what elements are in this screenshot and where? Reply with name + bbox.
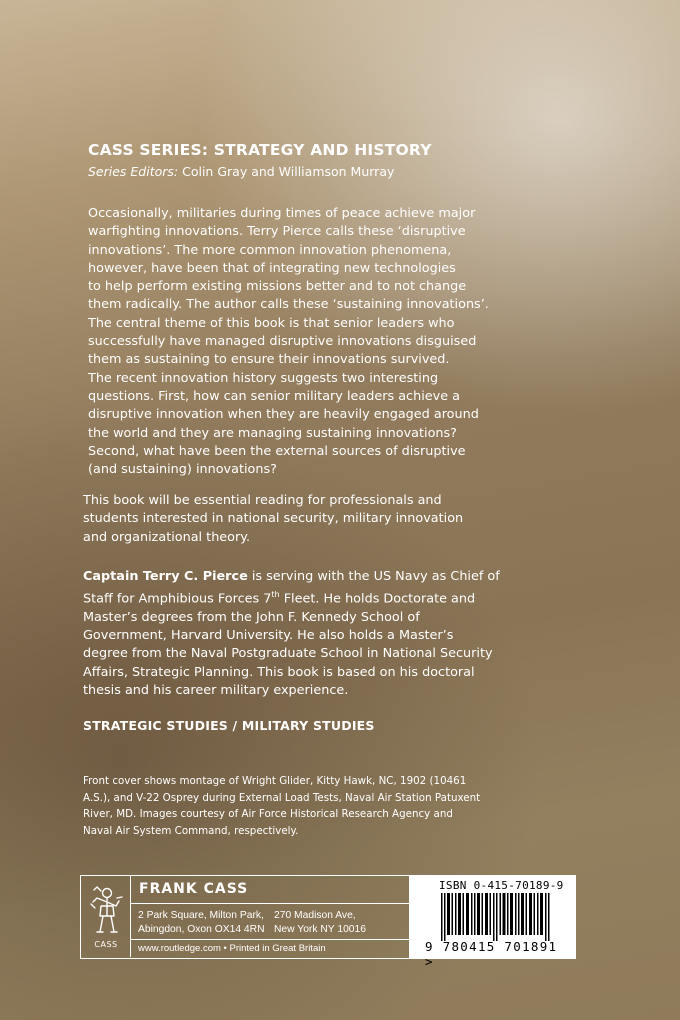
author-bio-text: Fleet. He holds Doctorate and xyxy=(279,591,476,607)
author-bio-text: is serving with the US Navy as Chief of xyxy=(247,569,500,584)
divider xyxy=(131,939,409,940)
blurb-line: The central theme of this book is that senior leaders who xyxy=(88,315,455,331)
publisher-name: FRANK CASS xyxy=(139,881,249,897)
author-bio-line: Government, Harvard University. He also holds a Master’s xyxy=(83,628,454,644)
cover-note-line: River, MD. Images courtesy of Air Force Historical Research Agency and xyxy=(83,808,453,820)
cover-note-line: Front cover shows montage of Wright Glider, Kitty Hawk, NC, 1902 (10461 xyxy=(83,775,467,787)
author-bio-line xyxy=(83,568,503,586)
author-bio-line xyxy=(83,586,503,609)
blurb-line: The recent innovation history suggests two interesting xyxy=(88,370,439,386)
publisher-footer xyxy=(138,943,326,954)
address-line: 270 Madison Ave, xyxy=(274,910,356,921)
publisher-box xyxy=(80,875,410,959)
printed-in: Printed in Great Britain xyxy=(229,943,326,954)
series-editors xyxy=(88,164,394,179)
publisher-address-uk xyxy=(138,909,265,936)
audience-line: This book will be essential reading for professionals and xyxy=(83,493,442,508)
blurb-line: Second, what have been the external sources of disruptive xyxy=(88,443,466,459)
audience-paragraph xyxy=(83,492,473,547)
isbn-barcode-box xyxy=(410,875,576,969)
cass-figure-icon xyxy=(87,884,125,940)
ordinal-suffix: th xyxy=(271,590,280,600)
address-line: Abingdon, Oxon OX14 4RN xyxy=(138,923,265,935)
blurb-line: them radically. The author calls these ‘sustaining innovations’. xyxy=(88,297,489,313)
blurb-line: them as sustaining to ensure their innovations survived. xyxy=(88,352,450,368)
blurb-line: innovations’. The more common innovation phenomena, xyxy=(88,242,452,258)
cover-credit-note xyxy=(83,773,493,839)
author-bio-line: Affairs, Strategic Planning. This book is based on his doctoral xyxy=(83,664,475,680)
barcode-digits: 9 780415 701891 > xyxy=(425,939,558,969)
subject-category: STRATEGIC STUDIES / MILITARY STUDIES xyxy=(83,718,375,733)
address-line: 2 Park Square, Milton Park, xyxy=(138,910,264,921)
blurb-line: (and sustaining) innovations? xyxy=(88,462,277,478)
series-title: CASS SERIES: STRATEGY AND HISTORY xyxy=(88,141,432,159)
blurb-line: however, have been that of integrating new technologies xyxy=(88,260,456,276)
cover-note-line: A.S.), and V-22 Osprey during External Load Tests, Naval Air Station Patuxent xyxy=(83,791,481,804)
audience-line: and organizational theory. xyxy=(83,529,251,545)
author-name: Captain Terry C. Pierce xyxy=(83,569,248,584)
barcode-icon xyxy=(441,893,553,941)
blurb-line: questions. First, how can senior military leaders achieve a xyxy=(88,388,460,404)
author-bio-text: Staff for Amphibious Forces 7 xyxy=(83,591,272,607)
blurb-line: to help perform existing missions better and to not change xyxy=(88,279,467,295)
blurb-line: disruptive innovation when they are heavily engaged around xyxy=(88,407,479,423)
series-editors-label: Series Editors: xyxy=(88,164,179,179)
bullet-separator: • xyxy=(223,943,227,954)
blurb-line: the world and they are managing sustaining innovations? xyxy=(88,425,457,441)
audience-line: students interested in national security, military innovation xyxy=(83,511,464,527)
blurb-line: successfully have managed disruptive innovations disguised xyxy=(88,334,477,350)
isbn-label: ISBN 0-415-70189-9 xyxy=(439,879,564,892)
divider xyxy=(131,903,409,904)
publisher-address-us xyxy=(274,909,366,936)
author-bio-line: thesis and his career military experience. xyxy=(83,683,349,699)
publisher-logo xyxy=(81,876,131,957)
cover-note-line: Naval Air System Command, respectively. xyxy=(83,824,299,837)
publisher-logo-text: CASS xyxy=(94,940,118,949)
blurb-paragraph xyxy=(88,205,489,479)
publisher-website: www.routledge.com xyxy=(138,943,221,954)
address-line: New York NY 10016 xyxy=(274,923,366,935)
blurb-line: Occasionally, militaries during times of peace achieve major xyxy=(88,206,476,221)
blurb-line: warfighting innovations. Terry Pierce calls these ‘disruptive xyxy=(88,224,466,240)
author-bio-line: degree from the Naval Postgraduate School in National Security xyxy=(83,646,493,662)
author-bio-line: Master’s degrees from the John F. Kennedy School of xyxy=(83,609,420,625)
series-editors-names: Colin Gray and Williamson Murray xyxy=(178,164,395,179)
author-bio xyxy=(83,568,503,700)
